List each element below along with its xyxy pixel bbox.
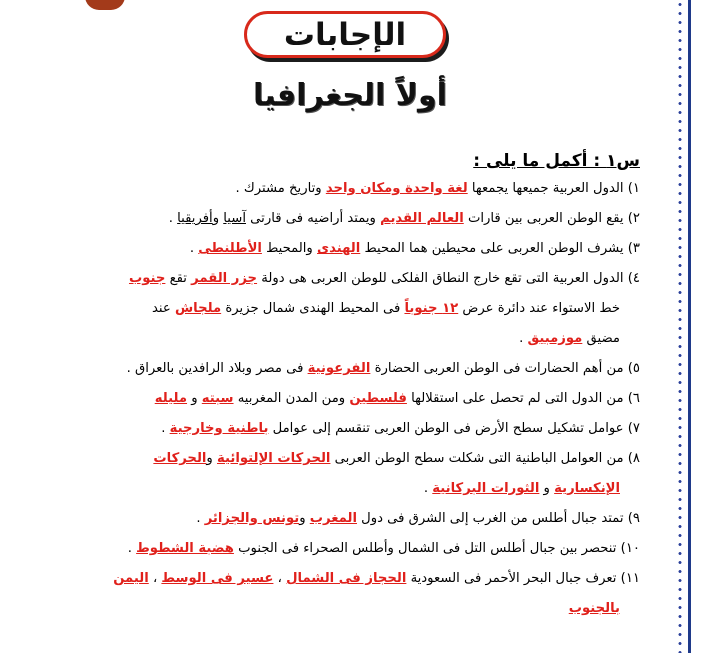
list-item: ٤) الدول العربية التى تقع خارج النطاق الفلكى للوطن العربى هى دولة جزر القمر تقع جنوب <box>128 271 640 286</box>
list-item: ٦) من الدول التى لم تحصل على استقلالها فلسطين ومن المدن المغربيه سبته و مليله <box>154 391 640 406</box>
answer: ملجاش <box>174 301 222 316</box>
answer: تونس والجزائر <box>204 511 300 526</box>
answer: الثورات البركانية <box>432 481 540 496</box>
list-item: ٨) من العوامل الباطنية التى شكلت سطح الوطن العربى الحركات الإلتوائية والحركات <box>153 451 640 466</box>
list-item: ٣) يشرف الوطن العربى على محيطين هما المحيط الهندى والمحيط الأطلنطى . <box>189 241 640 256</box>
answer: الحجاز فى الشمال <box>286 571 407 586</box>
answer: الأطلنطى <box>198 241 262 256</box>
answer-list <box>60 148 640 624</box>
dotted-border-decoration <box>675 0 685 653</box>
list-item-continued: الإنكسارية و الثورات البركانية . <box>423 481 620 496</box>
list-item-continued: مضيق موزمبيق . <box>519 331 620 346</box>
answer: باطنية وخارجية <box>169 421 269 436</box>
answer: اليمن <box>113 571 149 586</box>
answer: هضبة الشطوط <box>136 541 234 556</box>
answer: ١٢ جنوباً <box>404 301 459 316</box>
answer: فلسطين <box>349 391 407 406</box>
answer: العالم القديم <box>380 211 464 226</box>
answer: مليله <box>154 391 188 406</box>
answer: بالجنوب <box>568 601 620 616</box>
answer: الحركات الإلتوائية <box>216 451 331 466</box>
section-subtitle: أولاً الجغرافيا <box>253 78 447 113</box>
list-item: ٢) يقع الوطن العربى بين قارات العالم القديم ويمتد أراضيه فى قارتى آسيا وأفريقيا . <box>168 211 640 226</box>
answer: جنوب <box>128 271 166 286</box>
answer: الفرعونية <box>307 361 371 376</box>
answer: لغة واحدة ومكان واحد <box>325 181 468 196</box>
list-item: ٧) عوامل تشكيل سطح الأرض فى الوطن العربى تنقسم إلى عوامل باطنية وخارجية . <box>161 421 640 436</box>
list-item: ١١) تعرف جبال البحر الأحمر فى السعودية الحجاز فى الشمال ، عسير فى الوسط ، اليمن <box>113 571 640 586</box>
list-item: ١) الدول العربية جميعها يجمعها لغة واحدة ومكان واحد وتاريخ مشترك . <box>235 181 640 196</box>
list-item-continued: خط الاستواء عند دائرة عرض ١٢ جنوباً فى المحيط الهندى شمال جزيرة ملجاش عند <box>151 301 620 316</box>
list-item: ١٠) تنحصر بين جبال أطلس التل فى الشمال وأطلس الصحراء فى الجنوب هضبة الشطوط . <box>127 541 640 556</box>
answer: سبته <box>201 391 234 406</box>
answer: الهندى <box>317 241 361 256</box>
answer: الإنكسارية <box>554 481 620 496</box>
page-title: الإجابات <box>283 16 407 53</box>
answer: المغرب <box>309 511 357 526</box>
answer: عسير فى الوسط <box>161 571 274 586</box>
answer: الحركات <box>153 451 207 466</box>
answer: جزر القمر <box>191 271 258 286</box>
list-item-continued <box>60 594 640 624</box>
list-item: ٥) من أهم الحضارات فى الوطن العربى الحضارة الفرعونية فى مصر وبلاد الرافدين بالعراق . <box>126 361 640 376</box>
answer: موزمبيق <box>527 331 583 346</box>
question-heading: س١ : أكمل ما يلى : <box>473 151 640 171</box>
list-item: ٩) تمتد جبال أطلس من الغرب إلى الشرق فى دول المغرب وتونس والجزائر . <box>196 511 640 526</box>
